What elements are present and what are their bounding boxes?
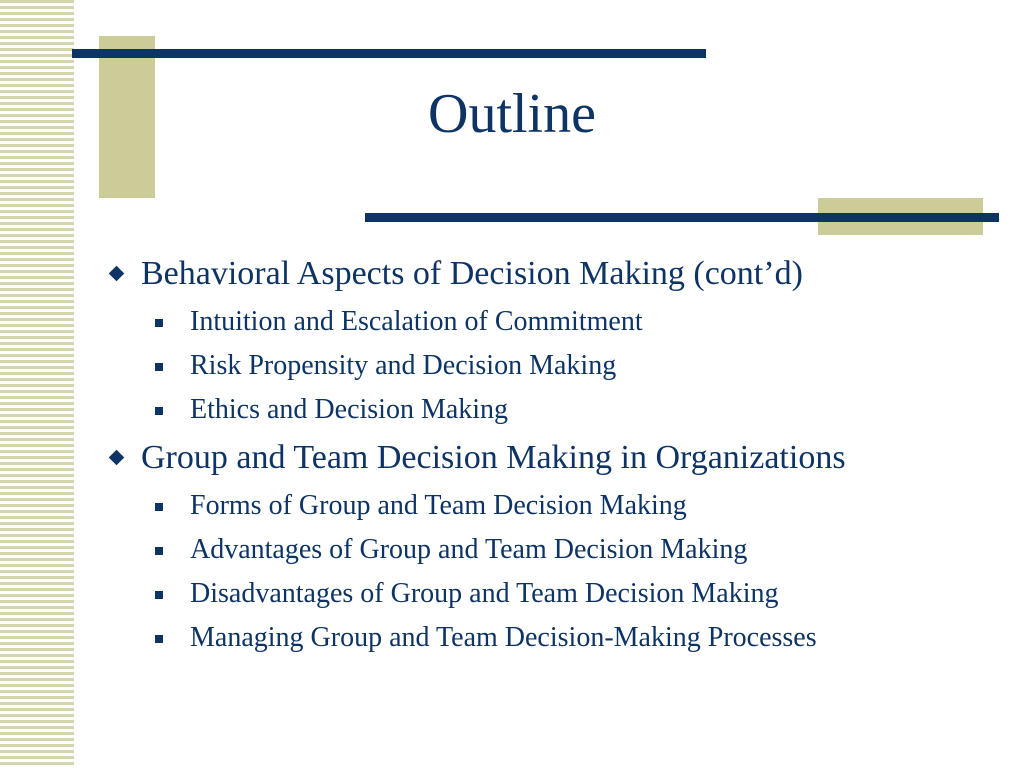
bullet-level1-text: Group and Team Decision Making in Organizations <box>141 439 846 476</box>
accent-block-top <box>99 36 155 198</box>
slide-title: Outline <box>428 83 596 145</box>
bullet-level2 <box>100 344 1000 388</box>
bullet-level2-text: Managing Group and Team Decision-Making Processes <box>190 622 817 653</box>
title-rule-top <box>72 49 706 58</box>
left-stripe-decoration <box>0 0 74 768</box>
square-bullet-icon <box>155 635 163 643</box>
bullet-level2 <box>100 572 1000 616</box>
square-bullet-icon <box>155 547 163 555</box>
bullet-level1 <box>100 432 1000 484</box>
bullet-level2 <box>100 484 1000 528</box>
bullet-level2-text: Advantages of Group and Team Decision Making <box>190 534 748 565</box>
bullet-level2 <box>100 388 1000 432</box>
bullet-level2 <box>100 528 1000 572</box>
bullet-level2-text: Intuition and Escalation of Commitment <box>190 306 643 337</box>
bullet-level2 <box>100 300 1000 344</box>
square-bullet-icon <box>155 503 163 511</box>
title-rule-bottom <box>365 213 999 222</box>
square-bullet-icon <box>155 407 163 415</box>
square-bullet-icon <box>155 363 163 371</box>
square-bullet-icon <box>155 319 163 327</box>
square-bullet-icon <box>155 591 163 599</box>
diamond-bullet-icon <box>109 266 125 282</box>
bullet-level2-text: Risk Propensity and Decision Making <box>190 350 617 381</box>
bullet-level2-text: Disadvantages of Group and Team Decision Making <box>190 578 779 609</box>
bullet-level2 <box>100 616 1000 660</box>
bullet-level2-text: Forms of Group and Team Decision Making <box>190 490 687 521</box>
bullet-level2-text: Ethics and Decision Making <box>190 394 509 425</box>
bullet-list <box>100 248 1000 660</box>
diamond-bullet-icon <box>109 450 125 466</box>
bullet-level1 <box>100 248 1000 300</box>
bullet-level1-text: Behavioral Aspects of Decision Making (cont’d) <box>141 255 803 292</box>
